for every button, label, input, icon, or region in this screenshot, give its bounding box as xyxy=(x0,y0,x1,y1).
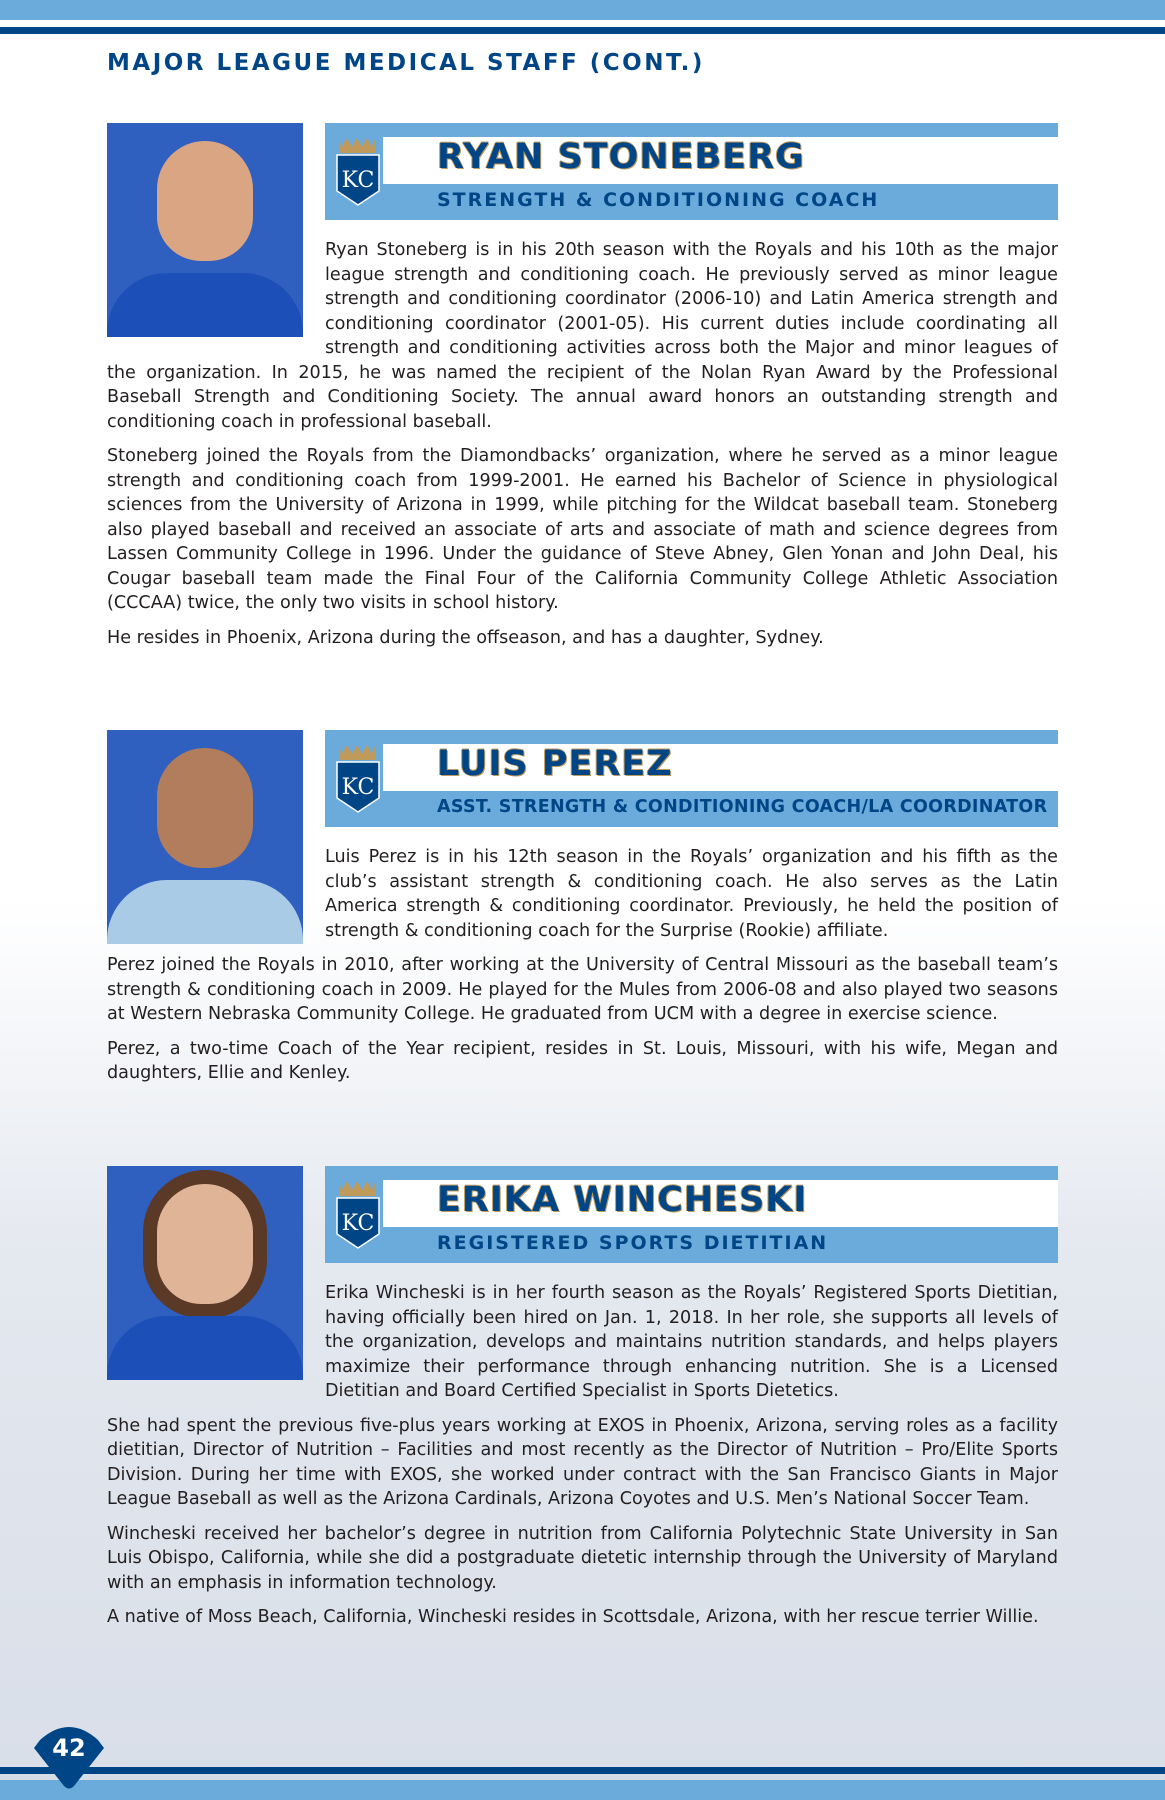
staff-name: LUIS PEREZ xyxy=(437,744,673,784)
staff-name: RYAN STONEBERG xyxy=(437,137,805,177)
staff-role: STRENGTH & CONDITIONING COACH xyxy=(437,189,880,211)
name-banner xyxy=(325,730,1058,827)
kc-royals-logo-icon xyxy=(335,135,381,207)
staff-role: REGISTERED SPORTS DIETITIAN xyxy=(437,1232,829,1254)
svg-text:KC: KC xyxy=(341,1211,375,1236)
staff-bio-erika-wincheski xyxy=(107,1166,1058,1640)
bio-paragraph: He resides in Phoenix, Arizona during the offseason, and has a daughter, Sydney. xyxy=(107,627,824,648)
svg-text:KC: KC xyxy=(341,775,375,800)
svg-text:KC: KC xyxy=(341,168,375,193)
page-number: 42 xyxy=(52,1734,86,1762)
page-number-badge xyxy=(32,1718,106,1790)
headshot-photo xyxy=(107,1166,303,1380)
bio-paragraph: Stoneberg joined the Royals from the Diamondbacks’ organization, where he served as a minor league strength and conditioning coach from 1999-2001. He earned his Bachelor of Science in physiological sciences from the University of Arizona in 1999, while pitching for the Wildcat baseball team. Stoneberg also played baseball and received an associate of arts and associate of math and science degrees from Lassen Community College in 1996. Under the guidance of Steve Abney, Glen Yonan and John Deal, his Cougar baseball team made the Final Four of the California Community College Athletic Association (CCCAA) twice, the only two visits in school history. xyxy=(107,446,1058,613)
bio-paragraph: Wincheski received her bachelor’s degree in nutrition from California Polytechnic State University in San Luis Obispo, California, while she did a postgraduate dietetic internship through the University of Maryland with an emphasis in information technology. xyxy=(107,1523,1058,1593)
bio-paragraph: Ryan Stoneberg is in his 20th season with the Royals and his 10th as the major league strength and conditioning coach. He previously served as minor league strength and conditioning coordinator (2006-10) and Latin America strength and conditioning coordinator (2001-05). His current duties include coordinating all strength and conditioning activities across both the Major and minor leagues of the organization. In 2015, he was named the recipient of the Nolan Ryan Award by the Professional Baseball Strength and Conditioning Society. The annual award honors an outstanding strength and conditioning coach in professional baseball. xyxy=(107,240,1058,432)
bio-paragraph: Perez, a two-time Coach of the Year recipient, resides in St. Louis, Missouri, with his wife, Megan and daughters, Ellie and Kenley. xyxy=(107,1038,1058,1083)
bio-paragraph: She had spent the previous five-plus years working at EXOS in Phoenix, Arizona, serving roles as a facility dietitian, Director of Nutrition – Facilities and most recently as the Director of Nutrition – Pro/Elite Sports Division. During her time with EXOS, she worked under contract with the San Francisco Giants in Major League Baseball as well as the Arizona Cardinals, Arizona Coyotes and U.S. Men’s National Soccer Team. xyxy=(107,1415,1058,1509)
headshot-photo xyxy=(107,730,303,944)
bio-paragraph: Perez joined the Royals in 2010, after working at the University of Central Missouri as the baseball team’s strength & conditioning coach in 2009. He played for the Mules from 2006-08 and also played two seasons at Western Nebraska Community College. He graduated from UCM with a degree in exercise science. xyxy=(107,955,1058,1024)
name-banner xyxy=(325,1166,1058,1263)
staff-name: ERIKA WINCHESKI xyxy=(437,1180,808,1220)
bio-paragraph: Erika Wincheski is in her fourth season as the Royals’ Registered Sports Dietitian, having officially been hired on Jan. 1, 2018. In her role, she supports all levels of the organization, develops and maintains nutrition standards, and helps players maximize their performance through enhancing nutrition. She is a Licensed Dietitian and Board Certified Specialist in Sports Dietetics. xyxy=(325,1283,1058,1401)
kc-royals-logo-icon xyxy=(335,742,381,814)
top-light-band xyxy=(0,0,1165,20)
staff-role: ASST. STRENGTH & CONDITIONING COACH/LA COORDINATOR xyxy=(437,797,1048,817)
bio-paragraph: Luis Perez is in his 12th season in the Royals’ organization and his fifth as the club’s assistant strength & conditioning coach. He also serves as the Latin America strength & conditioning coordinator. Previously, he held the position of strength & conditioning coach for the Surprise (Rookie) affiliate. xyxy=(325,847,1058,941)
staff-bio-luis-perez xyxy=(107,730,1058,1096)
name-banner xyxy=(325,123,1058,220)
page-title: MAJOR LEAGUE MEDICAL STAFF (CONT.) xyxy=(107,50,705,76)
top-dark-band xyxy=(0,27,1165,34)
bio-paragraph: A native of Moss Beach, California, Wincheski resides in Scottsdale, Arizona, with her rescue terrier Willie. xyxy=(107,1607,1039,1627)
bottom-light-band xyxy=(0,1780,1165,1800)
bottom-dark-band xyxy=(0,1767,1165,1774)
headshot-photo xyxy=(107,123,303,337)
kc-royals-logo-icon xyxy=(335,1178,381,1250)
staff-bio-ryan-stoneberg xyxy=(107,123,1058,660)
